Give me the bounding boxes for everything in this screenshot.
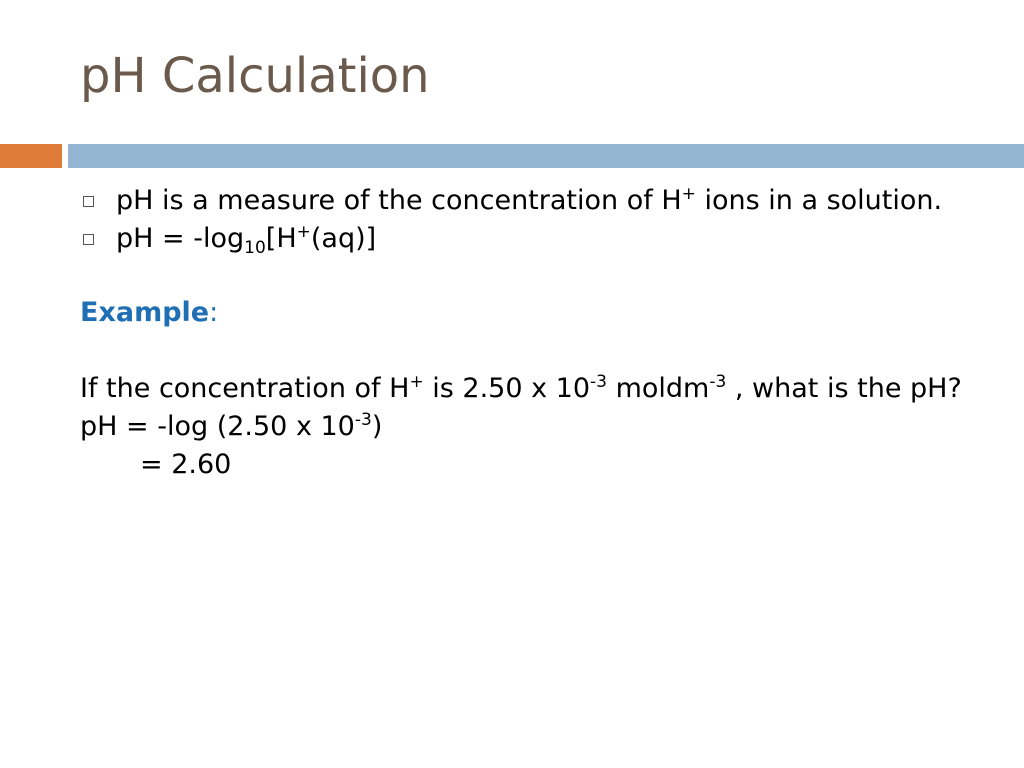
square-bullet-icon	[83, 196, 94, 207]
accent-bar-blue	[68, 144, 1024, 168]
example-question: If the concentration of H+ is 2.50 x $10^{-3}$ moldm$^{-3}$ , what is the pH?	[80, 372, 962, 404]
square-bullet-icon	[83, 234, 94, 245]
bullet-formula: pH = $-\log_{10}[H^+(aq)]$	[116, 222, 377, 258]
slide-content	[80, 182, 980, 484]
calculation-line: pH = -log (2.50 x $10^{-3}$)	[80, 410, 383, 442]
slide-title: pH Calculation	[80, 48, 430, 104]
bullet-text: pH is a measure of the concentration of H+ ions in a solution.	[116, 184, 943, 216]
example-heading: Example:	[80, 297, 219, 328]
accent-bar-orange	[0, 144, 62, 168]
bullet-item	[80, 220, 980, 258]
calculation-result: = 2.60	[140, 449, 232, 480]
bullet-item	[80, 182, 980, 220]
